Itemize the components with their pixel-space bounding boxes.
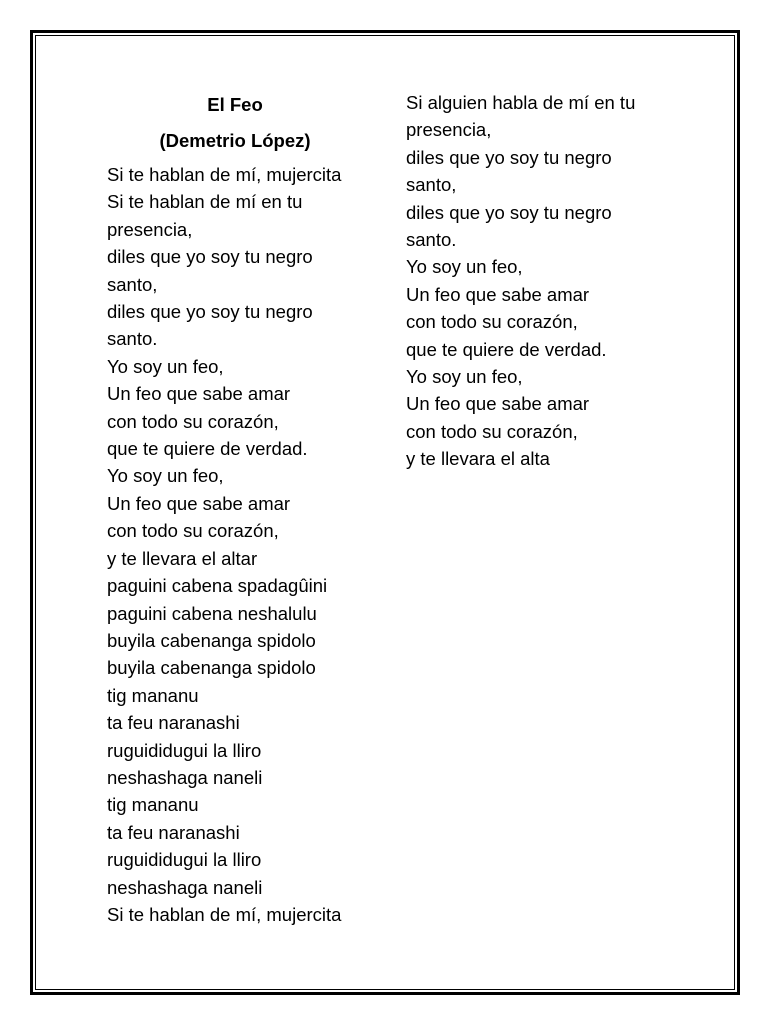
song-author: (Demetrio López) — [159, 130, 311, 151]
lyric-line: buyila cabenanga spidolo — [107, 657, 316, 679]
lyric-line: Un feo que sabe amar — [107, 383, 291, 405]
lyric-line: Un feo que sabe amar — [406, 283, 590, 305]
lyric-line: santo, — [406, 174, 457, 196]
lyric-line: con todo su corazón, — [107, 520, 279, 542]
lyric-line: que te quiere de verdad. — [406, 338, 607, 360]
lyric-line: neshashaga naneli — [107, 766, 263, 788]
lyric-line: santo. — [107, 328, 158, 350]
lyric-line: santo, — [107, 273, 158, 295]
lyric-line: Yo soy un feo, — [107, 355, 224, 377]
lyric-line: que te quiere de verdad. — [107, 438, 308, 460]
right-column-lyrics — [406, 89, 676, 473]
lyric-line: ta feu naranashi — [107, 821, 240, 843]
lyric-line: ruguididugui la lliro — [107, 849, 262, 871]
lyric-line: y te llevara el alta — [406, 448, 550, 470]
lyric-line: diles que yo soy tu negro — [107, 301, 313, 323]
right-column — [406, 89, 676, 473]
lyric-line: paguini cabena neshalulu — [107, 602, 317, 624]
left-column — [107, 90, 377, 928]
lyric-line: paguini cabena spadagûini — [107, 575, 328, 597]
lyric-line: ta feu naranashi — [107, 712, 240, 734]
lyric-line: con todo su corazón, — [406, 420, 578, 442]
lyric-line: Si te hablan de mí, mujercita — [107, 903, 342, 925]
left-column-lyrics — [107, 161, 377, 928]
lyric-line: Si alguien habla de mí en tu — [406, 92, 636, 113]
lyric-line: diles que yo soy tu negro — [406, 201, 612, 223]
lyric-line: Un feo que sabe amar — [107, 492, 291, 514]
lyric-line: ruguididugui la lliro — [107, 739, 262, 761]
lyric-line: con todo su corazón, — [107, 410, 279, 432]
lyric-line: Si te hablan de mí en tu — [107, 191, 303, 213]
lyric-line: diles que yo soy tu negro — [406, 146, 612, 168]
lyric-line: tig mananu — [107, 684, 199, 706]
lyric-line: tig mananu — [107, 794, 199, 816]
lyric-line: presencia, — [107, 218, 193, 240]
song-title: El Feo — [207, 94, 263, 115]
lyric-line: diles que yo soy tu negro — [107, 246, 313, 268]
lyric-line: neshashaga naneli — [107, 876, 263, 898]
lyric-line: santo. — [406, 229, 457, 251]
lyric-line: Yo soy un feo, — [406, 366, 523, 388]
lyric-line: buyila cabenanga spidolo — [107, 629, 316, 651]
lyric-line: Yo soy un feo, — [406, 256, 523, 278]
lyric-line: Un feo que sabe amar — [406, 393, 590, 415]
lyric-line: con todo su corazón, — [406, 311, 578, 333]
lyric-line: y te llevara el altar — [107, 547, 258, 569]
lyric-line: Si te hablan de mí, mujercita — [107, 164, 342, 185]
lyric-line: Yo soy un feo, — [107, 465, 224, 487]
lyric-line: presencia, — [406, 119, 492, 141]
